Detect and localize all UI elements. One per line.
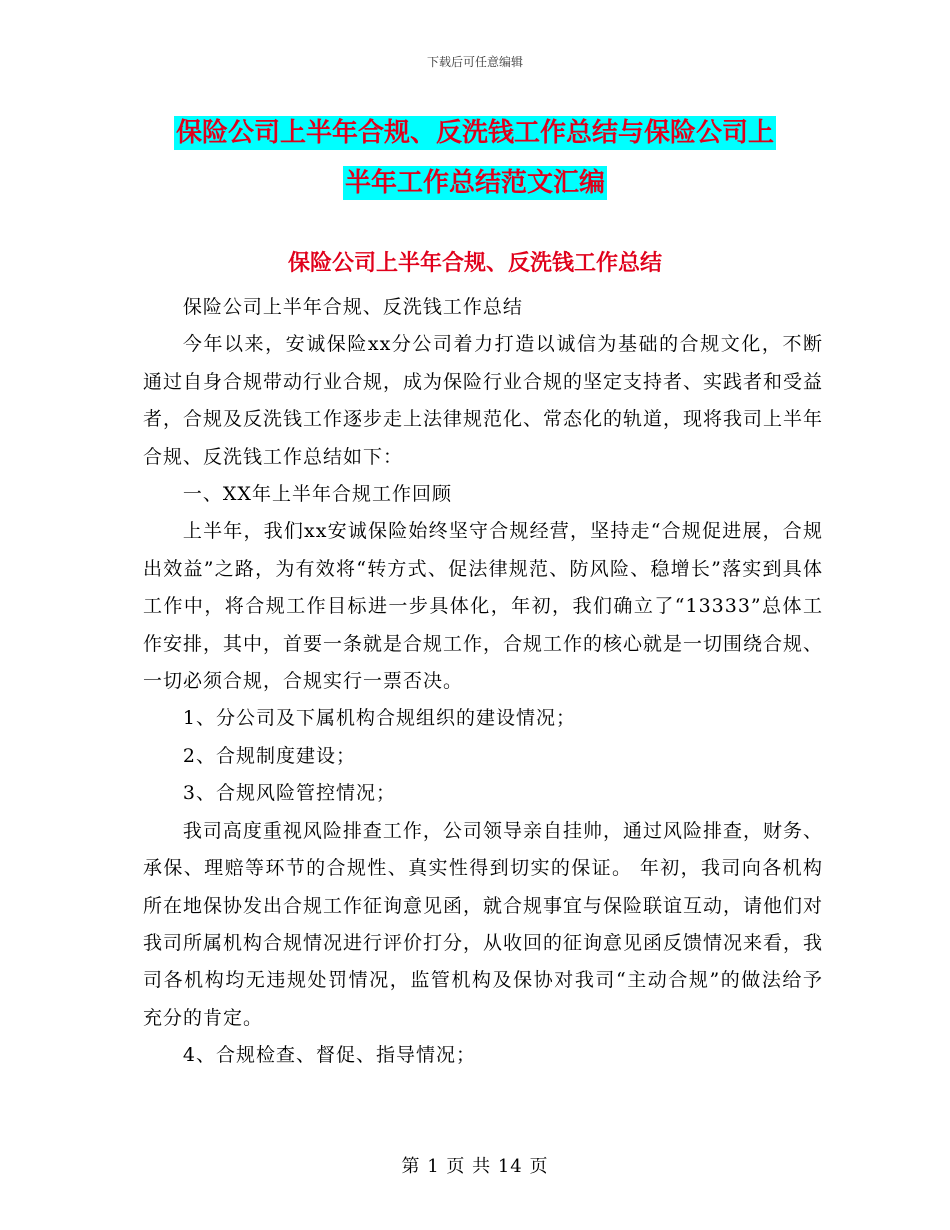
paragraph-heading: 一、XX年上半年合规工作回顾 bbox=[182, 483, 452, 506]
page-header-note: 下载后可任意编辑 bbox=[426, 55, 523, 69]
list-item: 3、合规风险管控情况； bbox=[182, 782, 396, 805]
document-title bbox=[0, 108, 950, 208]
paragraph: 今年以来，安诚保险xx分公司着力打造以诚信为基础的合规文化，不断通过自身合规带动行业合规，成为保险行业合规的坚定支持者、实践者和受益者，合规及反洗钱工作逐步走上法律规范化、常态化的轨道，现将我司上半年合规、反洗钱工作总结如下： bbox=[143, 333, 824, 468]
paragraph: 上半年，我们xx安诚保险始终坚守合规经营，坚持走“合规促进展，合规出效益”之路，为有效将“转方式、促法律规范、防风险、稳增长”落实到具体工作中，将合规工作目标进一步具体化，年初，我们确立了“13333”总体工作安排，其中，首要一条就是合规工作，合规工作的核心就是一切围绕合规、一切必须合规，合规实行一票否决。 bbox=[143, 520, 824, 693]
list-item: 4、合规检查、督促、指导情况； bbox=[182, 1044, 476, 1067]
document-title-line-1: 保险公司上半年合规、反洗钱工作总结与保险公司上 bbox=[175, 118, 774, 148]
paragraph: 我司高度重视风险排查工作，公司领导亲自挂帅，通过风险排查，财务、承保、理赔等环节的合规性、真实性得到切实的保证。 年初，我司向各机构所在地保协发出合规工作征询意见函，就合规事宜与保险联谊互动，请他们对我司所属机构合规情况进行评价打分，从收回的征询意见函反馈情况来看，我司各机构均无违规处罚情况，监管机构及保协对我司“主动合规”的做法给予充分的肯定。 bbox=[143, 819, 824, 1029]
section-heading: 保险公司上半年合规、反洗钱工作总结 bbox=[287, 251, 662, 276]
paragraph: 保险公司上半年合规、反洗钱工作总结 bbox=[182, 296, 523, 318]
list-item: 1、分公司及下属机构合规组织的建设情况； bbox=[182, 707, 576, 730]
list-item: 2、合规制度建设； bbox=[182, 744, 356, 767]
document-body bbox=[143, 289, 823, 1075]
page-number-footer: 第 1 页 共 14 页 bbox=[401, 1156, 549, 1177]
document-title-line-2: 半年工作总结范文汇编 bbox=[344, 168, 605, 198]
